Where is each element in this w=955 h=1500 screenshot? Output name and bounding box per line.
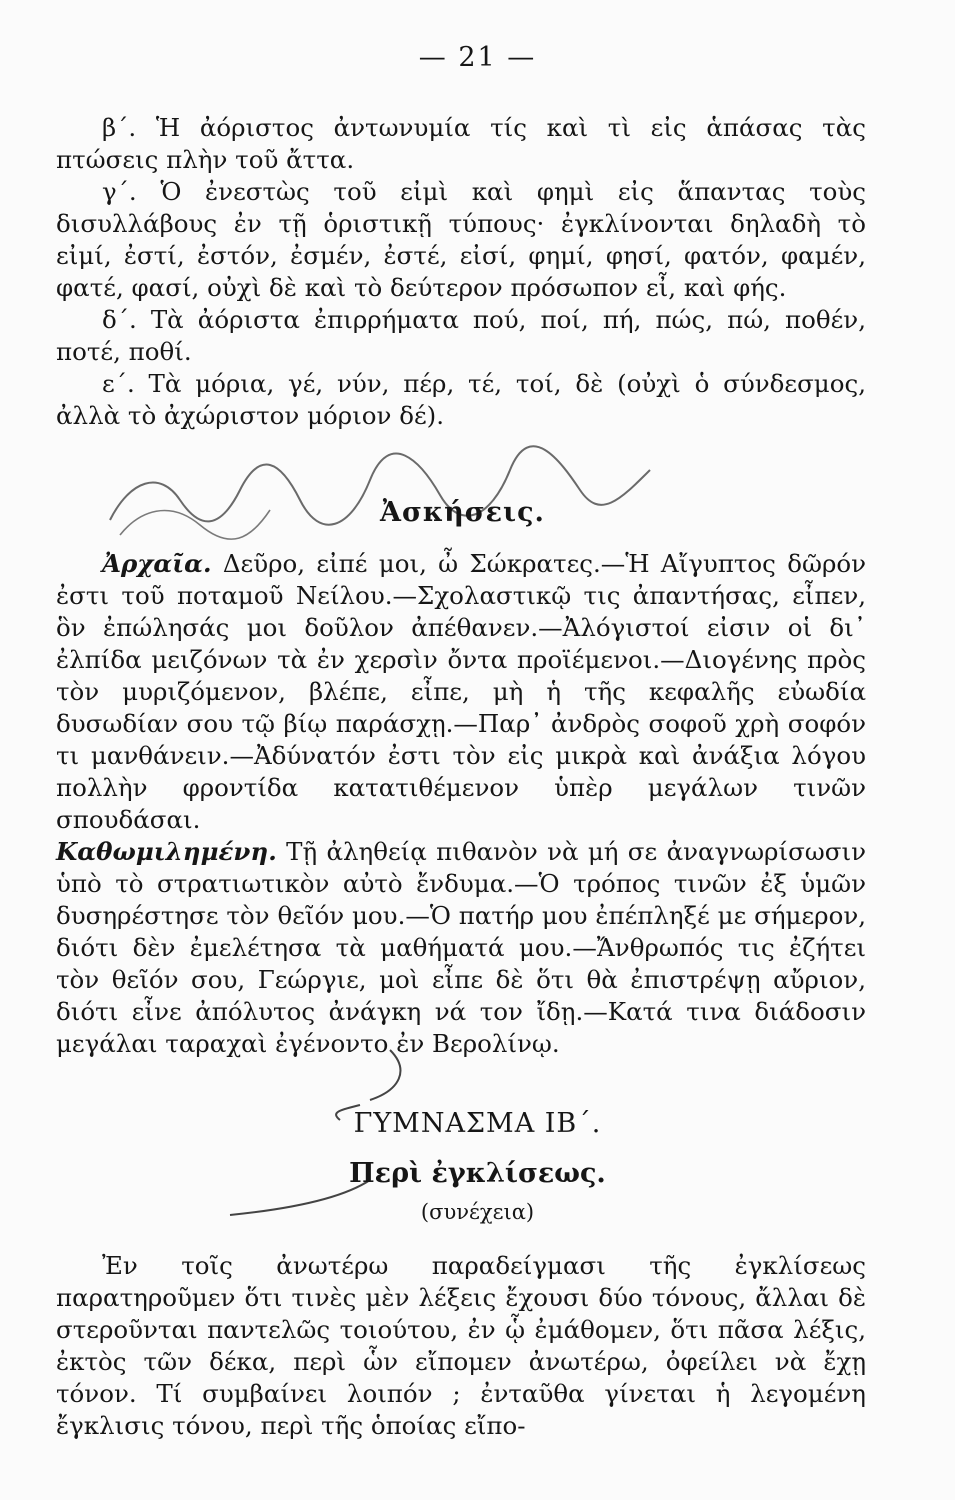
ancient-greek-label: Ἀρχαῖα.: [102, 549, 212, 578]
final-paragraph-block: [56, 1250, 866, 1442]
modern-greek-exercise: [56, 836, 866, 1060]
rule-delta: δ΄. Τὰ ἀόριστα ἐπιρρήματα πού, ποί, πή, πώς, πώ, ποθέν, ποτέ, ποθί.: [56, 305, 866, 366]
modern-greek-label: Καθωμιλημένη.: [56, 837, 277, 866]
rules-list: [56, 112, 866, 432]
ancient-greek-text: Δεῦρο, εἰπέ μοι, ὦ Σώκρατες.—Ἡ Αἴγυπτος δῶρόν ἐστι τοῦ ποταμοῦ Νείλου.—Σχολαστικῷ τις ἀπαντήσας, εἶπεν, ὃν ἐπώλησάς μοι δοῦλον ἀπέθανεν.—Ἀλόγιστοί εἰσιν οἱ δι᾽ ἐλπίδα μειζόνων τὰ ἐν χερσὶν ὄντα προϊέμενοι.—Διογένης πρὸς τὸν μυριζόμενον, βλέπε, εἶπε, μὴ ἡ τῆς κεφαλῆς εὐωδία δυσωδίαν σου τῷ βίῳ παράσχῃ.—Παρ᾽ ἀνδρὸς σοφοῦ χρὴ σοφόν τι μανθάνειν.—Ἀδύνατόν ἐστι τὸν εἰς μικρὰ καὶ ἀνάξια λόγου πολλὴν φροντίδα κατατιθέμενον ὑπὲρ μεγάλων τινῶν σπουδάσαι.: [56, 549, 866, 834]
exercises-heading: Ἀσκήσεις.: [380, 497, 545, 528]
modern-greek-text: Τῇ ἀληθείᾳ πιθανὸν νὰ μή σε ἀναγνωρίσωσιν ὑπὸ τὸ στρατιωτικὸν αὐτὸ ἔνδυμα.—Ὁ τρόπος τινῶν ἐξ ὑμῶν δυσηρέστησε τὸν θεῖόν μου.—Ὁ πατήρ μου ἐπέπληξέ με σήμερον, διότι δὲν ἐμελέτησα τὰ μαθήματά μου.—Ἄνθρωπός τις ἐζήτει τὸν θεῖόν σου, Γεώργιε, μοὶ εἶπε δὲ ὅτι θὰ ἐπιστρέψῃ αὔριον, διότι εἶνε ἀπόλυτος ἀνάγκη νά τον ἴδῃ.—Κατά τινα διάδοσιν μεγάλαι ταραχαὶ ἐγένοντο ἐν Βερολίνῳ.: [56, 837, 866, 1058]
gymnasma-heading: ΓΥΜΝΑΣΜΑ ΙΒ΄.: [353, 1108, 602, 1139]
page-number: — 21 —: [418, 42, 537, 73]
handwritten-pencil-annotation: [100, 440, 660, 550]
rule-gamma: γ΄. Ὁ ἐνεστὼς τοῦ εἰμὶ καὶ φημὶ εἰς ἅπαντας τοὺς δισυλλάβους ἐν τῇ ὁριστικῇ τύπους· ἐγκλίνονται δηλαδὴ τὸ εἰμί, ἐστί, ἐστόν, ἐσμέν, ἐστέ, εἰσί, φημί, φησί, φατόν, φαμέν, φατέ, φασί, οὐχὶ δὲ καὶ τὸ δεύτερον πρόσωπον εἶ, καὶ φής.: [56, 177, 866, 302]
section-title: Περὶ ἐγκλίσεως.: [349, 1158, 606, 1189]
rule-beta: β΄. Ἡ ἀόριστος ἀντωνυμία τίς καὶ τὶ εἰς ἁπάσας τὰς πτώσεις πλὴν τοῦ ἄττα.: [56, 113, 866, 174]
rule-epsilon: ε΄. Τὰ μόρια, γέ, νύν, πέρ, τέ, τοί, δὲ (οὐχὶ ὁ σύνδεσμος, ἀλλὰ τὸ ἀχώριστον μόριον δέ).: [56, 369, 866, 430]
ancient-greek-exercise: [56, 548, 866, 836]
exercises-body: [56, 548, 866, 1060]
final-paragraph: Ἐν τοῖς ἀνωτέρω παραδείγμασι τῆς ἐγκλίσεως παρατηροῦμεν ὅτι τινὲς μὲν λέξεις ἔχουσι δύο τόνους, ἄλλαι δὲ στεροῦνται παντελῶς τοιούτου, ἐν ᾧ ἐμάθομεν, ὅτι πᾶσα λέξις, ἐκτὸς τῶν δέκα, περὶ ὧν εἴπομεν ἀνωτέρω, ὀφείλει νὰ ἔχῃ τόνον. Τί συμβαίνει λοιπόν ; ἐνταῦθα γίνεται ἡ λεγομένη ἔγκλισις τόνου, περὶ τῆς ὁποίας εἴπο-: [56, 1251, 866, 1440]
continuation-note: (συνέχεια): [420, 1200, 535, 1224]
